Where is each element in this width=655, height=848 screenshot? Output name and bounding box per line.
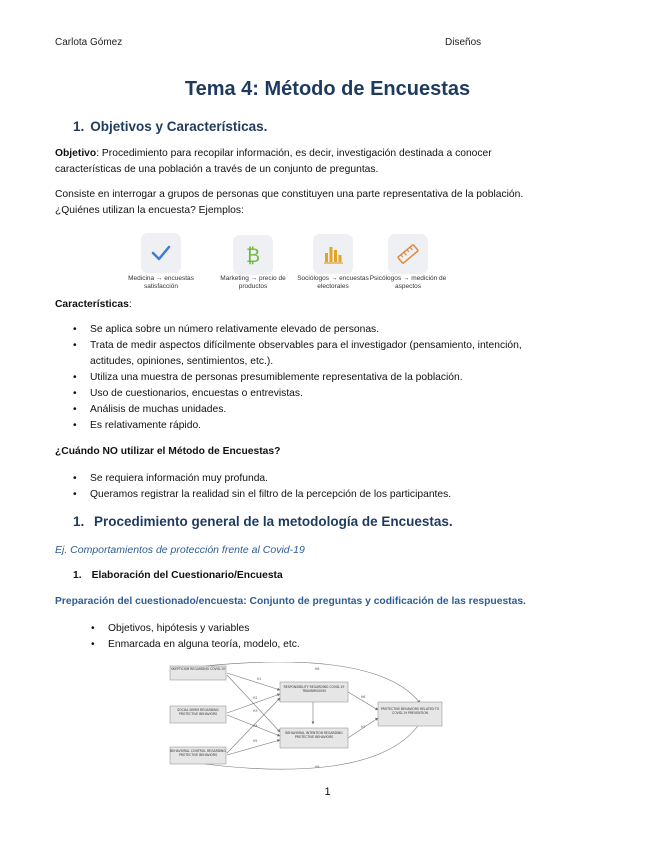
list-item: • Es relativamente rápido. <box>73 420 202 431</box>
prep-heading: Preparación del cuestionado/encuesta: Conjunto de preguntas y codificación de las respuestas. <box>55 596 526 607</box>
section-heading-objectives <box>73 119 267 134</box>
who-paragraph: ¿Quiénes utilizan la encuesta? Ejemplos: <box>55 205 244 216</box>
characteristics-list <box>55 322 555 434</box>
section-title: Procedimiento general de la metodología de Encuestas. <box>94 514 453 529</box>
section-heading-procedure <box>73 514 453 529</box>
examples-icons <box>0 233 655 293</box>
step-number: 1. <box>73 570 82 581</box>
list-item: • Enmarcada en alguna teoría, modelo, etc. <box>91 639 300 650</box>
page-title: Tema 4: Método de Encuestas <box>184 78 471 100</box>
path-label: H7 <box>361 725 366 729</box>
list-item: • Trata de medir aspectos difícilmente observables para el investigador (pensamiento, intención, actitudes, opiniones, sentimientos, etc.). <box>73 340 522 367</box>
objective-paragraph <box>55 146 555 178</box>
example-caption: Marketing → precio de productos <box>220 275 286 290</box>
page-number: 1 <box>324 786 331 798</box>
diagram-node-protective: PROTECTIVE BEHAVIORS RELATED TO COVID-19 PREVENTION <box>380 707 440 715</box>
check-icon <box>141 233 181 273</box>
characteristics-heading: Características: <box>55 299 132 310</box>
header-course: Diseños <box>445 37 482 48</box>
list-item: • Objetivos, hipótesis y variables <box>91 623 250 634</box>
path-label: H4 <box>253 724 258 728</box>
path-model-diagram <box>165 662 493 770</box>
when-not-heading: ¿Cuándo NO utilizar el Método de Encuestas? <box>55 446 281 457</box>
list-item: • Queramos registrar la realidad sin el filtro de la percepción de los participantes. <box>73 489 452 500</box>
path-label: H6 <box>361 695 366 699</box>
path-label: H1 <box>257 677 262 681</box>
example-text: Ej. Comportamientos de protección frente al Covid-19 <box>55 544 305 556</box>
when-not-list <box>55 471 555 503</box>
example-caption: Sociólogos → encuestas electorales <box>297 275 369 290</box>
bitcoin-icon <box>233 235 273 275</box>
objective-text: : Procedimiento para recopilar información, es decir, investigación destinada a conocer características de una población a través de un conjunto de preguntas. <box>55 148 492 175</box>
section-title: Objetivos y Características. <box>90 119 268 134</box>
diagram-node-intention: BEHAVIORAL INTENTION REGARDING PROTECTIVE BEHAVIORS <box>285 731 343 739</box>
prep-list <box>73 621 553 653</box>
diagram-node-social-norm: SOCIAL NORM REGARDING PROTECTIVE BEHAVIORS <box>177 708 219 716</box>
list-item: • Utiliza una muestra de personas presumiblemente representativa de la población. <box>73 372 463 383</box>
list-item: • Análisis de muchas unidades. <box>73 404 227 415</box>
diagram-node-behavioral-control: BEHAVIORAL CONTROL REGARDING PROTECTIVE BEHAVIORS <box>170 749 226 757</box>
example-caption: Medicina → encuestas satisfacción <box>128 275 194 290</box>
characteristics-label: Características <box>55 299 129 310</box>
section-number: 1. <box>73 514 85 529</box>
diagram-node-skepticism: SKEPTICISM REGARDING COVID-19 <box>170 667 226 671</box>
consists-paragraph: Consiste en interrogar a grupos de personas que constituyen una parte representativa de la población. <box>55 189 524 200</box>
header-author: Carlota Gómez <box>55 37 123 48</box>
step-heading <box>73 570 283 581</box>
list-item: • Se requiera información muy profunda. <box>73 473 269 484</box>
path-label: H9 <box>315 765 320 769</box>
bar-chart-icon <box>313 234 353 274</box>
path-label: H2 <box>253 696 258 700</box>
list-item: • Uso de cuestionarios, encuestas o entrevistas. <box>73 388 303 399</box>
objective-label: Objetivo <box>55 148 97 159</box>
example-caption: Psicólogos → medición de aspectos <box>369 275 447 290</box>
path-label: H5 <box>253 739 258 743</box>
svg-text:₿: ₿ <box>245 245 261 267</box>
list-item: • Se aplica sobre un número relativamente elevado de personas. <box>73 324 380 335</box>
ruler-icon <box>388 234 428 274</box>
path-label: H3 <box>253 709 258 713</box>
step-title: Elaboración del Cuestionario/Encuesta <box>91 570 283 581</box>
section-number: 1. <box>73 119 85 134</box>
path-label: H8 <box>315 667 320 671</box>
diagram-node-responsibility: RESPONSIBILITY REGARDING COVID-19 TRANSMISSION <box>283 685 345 693</box>
